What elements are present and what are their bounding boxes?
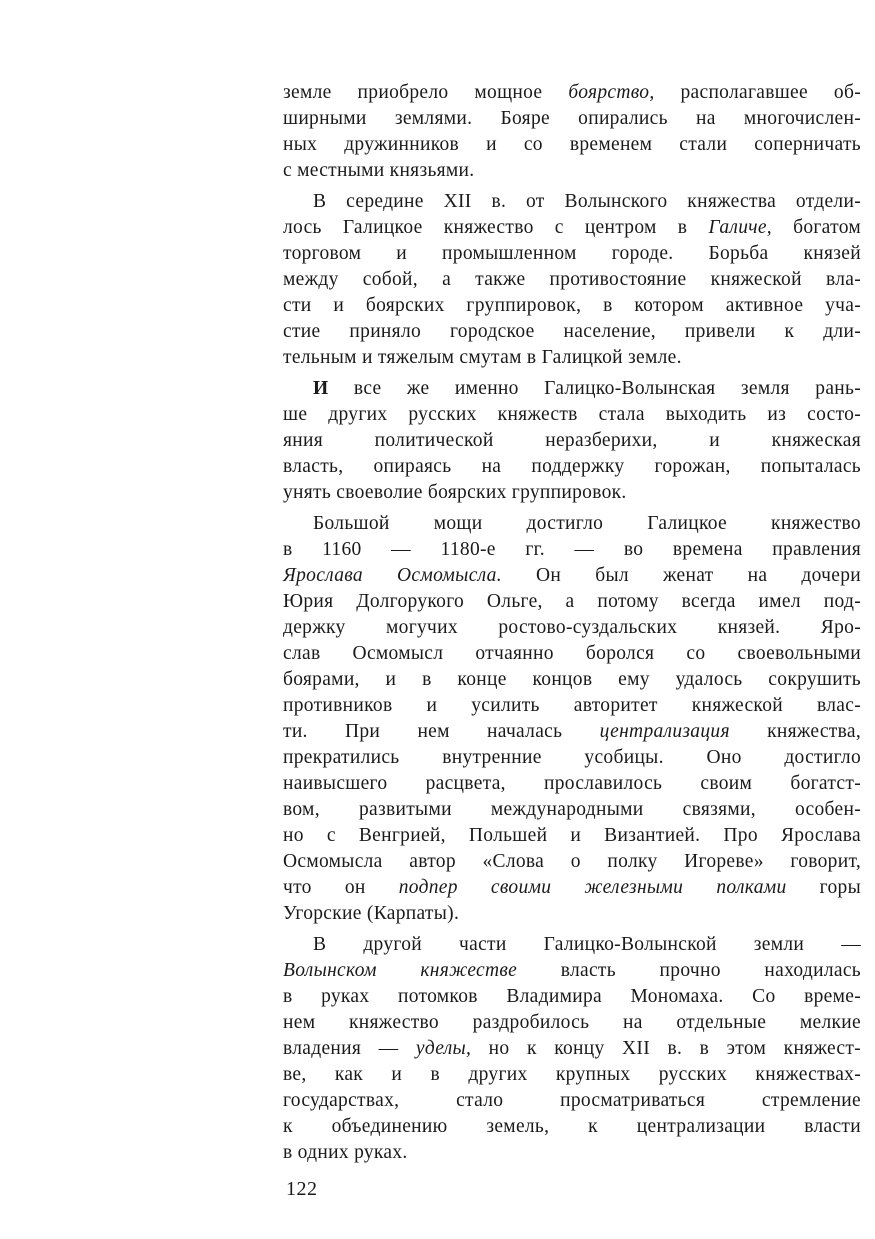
text-line: земле приобрело мощное боярство, располагавшее об- [283, 82, 861, 103]
text-line: ных дружинников и со временем стали соперничать [283, 134, 861, 155]
text-line: ти. При нем началась централизация княжества, [283, 721, 861, 742]
text-line: унять своеволие боярских группировок. [283, 482, 627, 503]
text-line: к объединению земель, к централизации власти [283, 1116, 861, 1137]
page-number: 122 [286, 1178, 318, 1200]
text-line: тельным и тяжелым смутам в Галицкой земле. [283, 347, 682, 368]
paragraph [283, 932, 861, 1166]
text-line: власть, опираясь на поддержку горожан, попыталась [283, 456, 861, 477]
text-line: Волынском княжестве власть прочно находилась [283, 960, 861, 981]
text-line: ширными землями. Бояре опирались на многочислен- [283, 108, 861, 129]
text-line: торговом и промышленном городе. Борьба князей [283, 243, 861, 264]
text-line: Осмомысла автор «Слова о полку Игореве» говорит, [283, 851, 861, 872]
text-line: противников и усилить авторитет княжеской влас- [283, 695, 861, 716]
text-line: владения — уделы, но к концу XII в. в этом княжест- [283, 1038, 861, 1059]
text-line: между собой, а также противостояние княжеской вла- [283, 269, 861, 290]
text-line: Угорские (Карпаты). [283, 903, 460, 924]
text-line: в 1160 — 1180-е гг. — во времена правления [283, 539, 861, 560]
page-body-text [283, 80, 861, 1166]
text-line: прекратились внутренние усобицы. Оно достигло [283, 747, 861, 768]
text-line: лось Галицкое княжество с центром в Галиче, богатом [283, 217, 862, 238]
paragraph [283, 80, 861, 184]
text-line: в руках потомков Владимира Мономаха. Со време- [283, 986, 861, 1007]
text-line: боярами, и в конце концов ему удалось сокрушить [283, 669, 861, 690]
text-line: Ярослава Осмомысла. Он был женат на дочери [283, 565, 862, 586]
text-line: ше других русских княжеств стала выходить из состо- [283, 404, 861, 425]
text-line: вом, развитыми международными связями, особен- [283, 799, 861, 820]
text-line: В другой части Галицко-Волынской земли — [313, 934, 861, 955]
paragraph [283, 189, 861, 371]
text-line: слав Осмомысл отчаянно боролся со своевольными [283, 643, 861, 664]
text-line: нем княжество раздробилось на отдельные мелкие [283, 1012, 861, 1033]
text-line: с местными князьями. [283, 160, 475, 181]
text-line: наивысшего расцвета, прославилось своим богатст- [283, 773, 861, 794]
text-line: стие приняло городское население, привели к дли- [283, 321, 861, 342]
text-line: государствах, стало просматриваться стремление [283, 1090, 861, 1111]
text-line: В середине XII в. от Волынского княжества отдели- [313, 191, 861, 212]
text-line: Юрия Долгорукого Ольге, а потому всегда имел под- [283, 591, 861, 612]
text-line: ве, как и в других крупных русских княжествах- [283, 1064, 861, 1085]
text-line: в одних руках. [283, 1142, 408, 1163]
text-line: держку могучих ростово-суздальских князей. Яро- [283, 617, 861, 638]
paragraph [283, 376, 861, 506]
paragraph [283, 511, 861, 927]
text-line: что он подпер своими железными полками горы [283, 877, 861, 898]
text-line: И все же именно Галицко-Волынская земля рань- [313, 378, 861, 399]
text-line: яния политической неразберихи, и княжеская [283, 430, 861, 451]
text-line: сти и боярских группировок, в котором активное уча- [283, 295, 861, 316]
text-line: Большой мощи достигло Галицкое княжество [313, 513, 861, 534]
text-line: но с Венгрией, Польшей и Византией. Про Ярослава [283, 825, 861, 846]
